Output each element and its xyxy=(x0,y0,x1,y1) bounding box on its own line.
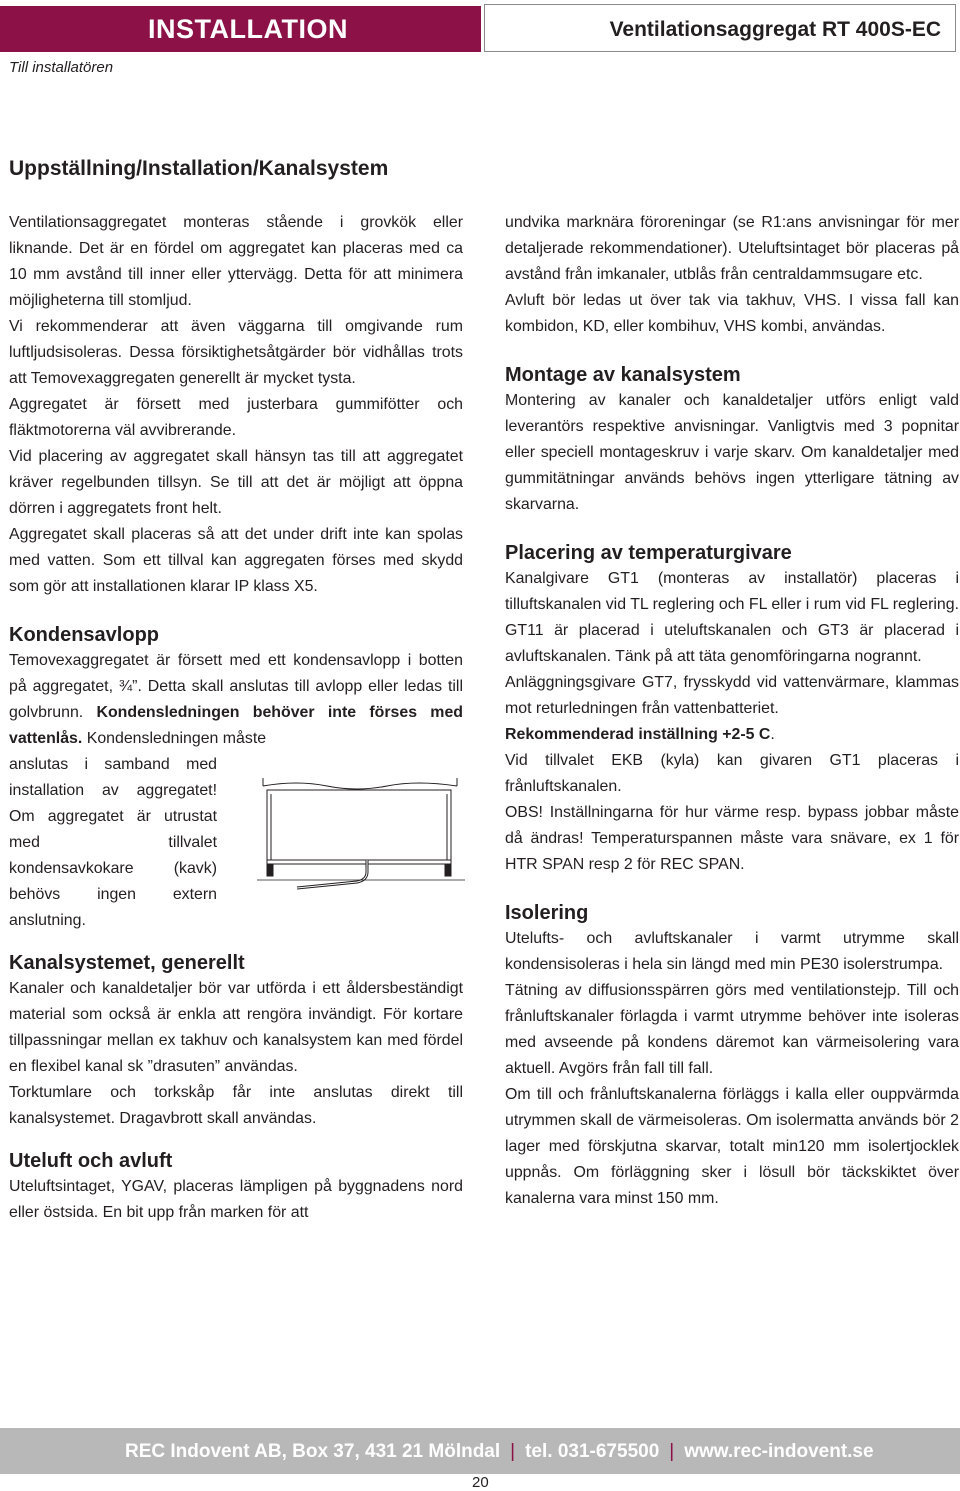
paragraph: Avluft bör ledas ut över tak via takhuv, VHS. I vissa fall kan kombidon, KD, eller kombihuv, VHS kombi, användas. xyxy=(505,292,959,335)
footer-phone: tel. 031-675500 xyxy=(525,1441,660,1462)
text: Kondensledningen måste xyxy=(86,730,267,747)
paragraph: Vid placering av aggregatet skall hänsyn tas till att aggregatet kräver regelbunden tillsyn. Se till att det är möjligt att öppna dörren i aggregatets front helt. xyxy=(9,448,463,517)
text: . xyxy=(770,726,775,743)
section-heading-isolering: Isolering xyxy=(505,902,589,924)
kondens-wrap xyxy=(9,752,463,934)
page-title: Uppställning/Installation/Kanalsystem xyxy=(9,157,389,180)
footer-website-link[interactable]: www.rec-indovent.se xyxy=(684,1441,874,1462)
paragraph: OBS! Inställningarna för hur värme resp. bypass jobbar måste då ändras! Temperaturspannen måste vara snävare, ex 1 för HTR SPAN resp 2 för REC SPAN. xyxy=(505,804,959,873)
paragraph: Aggregatet skall placeras så att det under drift inte kan spolas med vatten. Som ett tillval kan aggregaten förses med skydd som gör att installationen klarar IP klass X5. xyxy=(9,526,463,595)
paragraph: anslutas i samband med installation av aggregatet! Om aggregatet är utrustat med tillvalet kondensavkokare (kavk) behövs ingen extern anslutning. xyxy=(9,756,217,929)
paragraph: Torktumlare och torkskåp får inte anslutas direkt till kanalsystemet. Dragavbrott skall användas. xyxy=(9,1084,463,1127)
paragraph: Vid tillvalet EKB (kyla) kan givaren GT1 placeras i frånluftskanalen. xyxy=(505,752,959,795)
footer-separator: | xyxy=(669,1441,675,1462)
footer-separator: | xyxy=(510,1441,516,1462)
foot-right xyxy=(445,864,451,876)
page-number: 20 xyxy=(472,1474,489,1491)
header-band xyxy=(0,0,960,57)
paragraph xyxy=(505,722,959,748)
section-heading-kanalsystemet: Kanalsystemet, generellt xyxy=(9,952,245,974)
unit-body xyxy=(267,790,451,864)
section-heading-placering: Placering av temperaturgivare xyxy=(505,542,792,564)
paragraph: Anläggningsgivare GT7, frysskydd vid vattenvärmare, klammas mot returledningen från vattenbatteriet. xyxy=(505,674,959,717)
paragraph: Aggregatet är försett med justerbara gummifötter och fläktmotorerna väl avvibrerande. xyxy=(9,396,463,439)
wavy-top-edge xyxy=(263,783,457,789)
bold-note: Kondensledningen behöver inte förses med vattenlås. xyxy=(9,704,463,747)
paragraph: Tätning av diffusionsspärren görs med ventilationstejp. Till och frånluftskanaler förlagda i varmt utrymme behöver inte isoleras med avseende på kondens däremot kan värmeisolering vara aktuell. Avgörs från fall till fall. xyxy=(505,982,959,1077)
left-column xyxy=(9,210,463,1226)
product-title-box xyxy=(484,4,956,52)
footer-band xyxy=(0,1428,960,1474)
footer-company: REC Indovent AB, Box 37, 431 21 Mölndal xyxy=(125,1441,501,1462)
section-heading-kondensavlopp: Kondensavlopp xyxy=(9,624,160,646)
section-heading-uteluft: Uteluft och avluft xyxy=(9,1150,173,1172)
paragraph: Om till och frånluftskanalerna förläggs i kalla eller ouppvärmda utrymmen skall de värmeisoleras. Om isolermatta används bör 2 lager med förskjutna skarvar, totalt min120 mm isolertjocklek uppnås. Om förläggning sker i lösull bör täckskiktet över kanalerna vara minst 150 mm. xyxy=(505,1086,959,1207)
right-column xyxy=(505,210,959,1212)
paragraph: Utelufts- och avluftskanaler i varmt utrymme skall kondensisoleras i hela sin längd med min PE30 isolerstrumpa. xyxy=(505,930,959,973)
foot-left xyxy=(267,864,273,876)
paragraph xyxy=(9,648,463,752)
page-subtitle: Till installatören xyxy=(9,59,114,76)
product-title: Ventilationsaggregat RT 400S-EC xyxy=(609,18,941,41)
footer-contact xyxy=(125,1441,874,1463)
paragraph: Montering av kanaler och kanaldetaljer utförs enligt vald leverantörs respektive anvisningar. Vanligtvis med 3 popnitar eller speciell montageskruv i varje skarv. Om kanaldetaljer med gummitätningar används behövs ingen ytterligare tätning av skarvarna. xyxy=(505,392,959,513)
paragraph: Uteluftsintaget, YGAV, placeras lämpligen på byggnadens nord eller östsida. En bit upp från marken för att xyxy=(9,1178,463,1221)
paragraph: Ventilationsaggregatet monteras stående i grovkök eller liknande. Det är en fördel om aggregatet kan placeras med ca 10 mm avstånd till inner eller yttervägg. Detta för att minimera möjligheterna till stomljud. xyxy=(9,214,463,309)
paragraph: Vi rekommenderar att även väggarna till omgivande rum luftljudsisoleras. Dessa försiktighetsåtgärder bör vidhållas trots att Temovexaggregaten generellt är mycket tysta. xyxy=(9,318,463,387)
paragraph: Kanalgivare GT1 (monteras av installatör) placeras i tilluftskanalen vid TL reglering och FL eller i rum vid FL reglering. GT11 är placerad i uteluftskanalen och GT3 är placerad i avluftskanalen. Tänk på att täta genomföringarna nogrannt. xyxy=(505,570,959,665)
section-heading-montage: Montage av kanalsystem xyxy=(505,364,741,386)
paragraph: undvika marknära föroreningar (se R1:ans anvisningar för mer detaljerade rekommendationer). Uteluftsintaget bör placeras på avstånd från imkanaler, utblås från centraldammsugare etc. xyxy=(505,214,959,283)
recommended-setting: Rekommenderad inställning +2-5 C xyxy=(505,726,771,743)
text: Temovexaggregatet är försett med ett kondensavlopp i botten på aggregatet, ¾”. Detta skall anslutas till avlopp eller ledas till golvbrunn. xyxy=(9,652,463,721)
section-title: INSTALLATION xyxy=(148,14,348,44)
paragraph: Kanaler och kanaldetaljer bör var utförda i ett åldersbeständigt material som också är enkla att rengöra invändigt. För kortare tillpassningar mellan ex takhuv och kanalsystem kan med fördel en flexibel kanal sk ”drasuten” användas. xyxy=(9,980,463,1075)
section-title-bar xyxy=(0,6,481,52)
condensate-drain-illustration xyxy=(257,776,465,898)
